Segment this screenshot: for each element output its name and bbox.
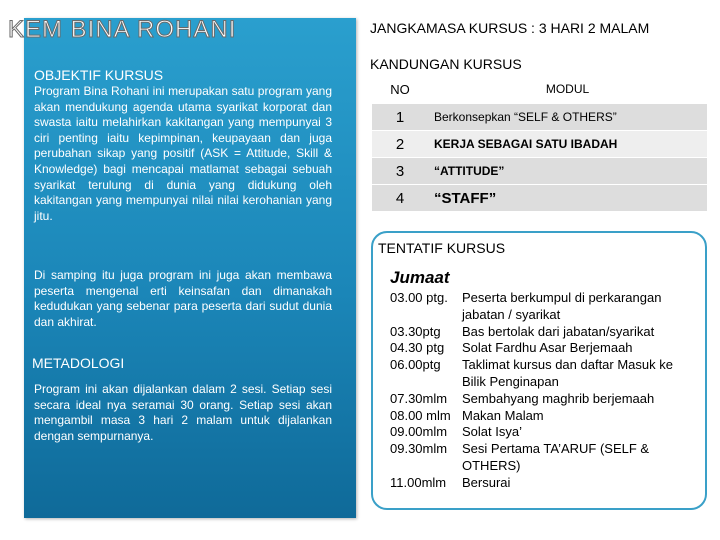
row-no: 2 xyxy=(372,131,428,158)
row-modul: “STAFF” xyxy=(428,185,707,212)
row-modul: Berkonsepkan “SELF & OTHERS” xyxy=(428,104,707,131)
row-no: 4 xyxy=(372,185,428,212)
schedule-activity: Bersurai xyxy=(462,474,511,490)
list-item xyxy=(390,391,700,408)
header-modul: MODUL xyxy=(428,76,707,104)
schedule-title: TENTATIF KURSUS xyxy=(378,240,506,256)
schedule-activity: Taklimat kursus dan daftar Masuk ke Bilik Penginapan xyxy=(462,357,673,389)
schedule-day: Jumaat xyxy=(390,268,450,287)
schedule-activity: Makan Malam xyxy=(462,407,544,423)
schedule-time: 11.00mlm xyxy=(390,474,447,490)
metodologi-paragraph: Program ini akan dijalankan dalam 2 sesi. Setiap sesi secara ideal nya seramai 30 orang. Setiap sesi akan mengambil masa 3 hari 2 malam untuk dijalankan dengan sempurnanya. xyxy=(34,382,332,443)
schedule-activity: Solat Isya’ xyxy=(462,424,522,440)
list-item xyxy=(390,424,700,441)
page-title: KEM BINA ROHANI xyxy=(8,16,237,43)
schedule-activity: Sembahyang maghrib berjemaah xyxy=(462,390,655,406)
objektif-paragraph-1-text: Program Bina Rohani ini merupakan satu program yang akan mendukung agenda utama syarikat korporat dan swasta iaitu melahirkan kakitangan yang mempunyai 3 ciri penting iaitu kepimpinan, keupayaan dan juga perubahan sikap yang positif (ASK = Attitude, Skill & Knowledge) bagi mencapai matlamat sebagai sebuah syarikat terulung di dunia yang didukung oleh kakitangan yang mempunyai nilai nilai kerohanian yang jitu. xyxy=(34,84,332,223)
schedule-time: 03.00 ptg. xyxy=(390,290,448,305)
objektif-paragraph-1 xyxy=(34,84,332,224)
modules-table xyxy=(372,76,707,212)
list-item xyxy=(390,357,700,391)
list-item xyxy=(390,290,700,324)
list-item xyxy=(390,324,700,341)
table-row xyxy=(372,104,707,131)
schedule-activity: Bas bertolak dari jabatan/syarikat xyxy=(462,323,655,339)
schedule-time: 08.00 mlm xyxy=(390,407,451,423)
row-modul: “ATTITUDE” xyxy=(428,158,707,185)
metodologi-heading: METADOLOGI xyxy=(32,355,125,371)
header-no: NO xyxy=(372,76,428,104)
row-no: 1 xyxy=(372,104,428,131)
schedule-time: 07.30mlm xyxy=(390,390,448,406)
objektif-heading: OBJEKTIF KURSUS xyxy=(34,67,164,83)
list-item xyxy=(390,408,700,425)
contents-title: KANDUNGAN KURSUS xyxy=(370,56,522,72)
list-item xyxy=(390,441,700,475)
list-item xyxy=(390,340,700,357)
table-row xyxy=(372,131,707,158)
table-row xyxy=(372,185,707,212)
row-modul: KERJA SEBAGAI SATU IBADAH xyxy=(428,131,707,158)
schedule-activity: Solat Fardhu Asar Berjemaah xyxy=(462,340,633,356)
schedule-time: 09.00mlm xyxy=(390,424,448,440)
schedule-activity: Sesi Pertama TA’ARUF (SELF & OTHERS) xyxy=(462,441,650,473)
schedule-time: 06.00ptg xyxy=(390,357,441,373)
table-row xyxy=(372,158,707,185)
schedule-activity: Peserta berkumpul di perkarangan jabatan / syarikat xyxy=(462,290,662,322)
objektif-paragraph-2: Di samping itu juga program ini juga akan membawa peserta mengenal erti keinsafan dan dimanakah kedudukan yang sebenar para peserta dari sudut dunia dan akhirat. xyxy=(34,268,332,329)
schedule-time: 03.30ptg xyxy=(390,323,441,339)
schedule-list xyxy=(390,290,700,492)
schedule-time: 09.30mlm xyxy=(390,441,448,457)
schedule-time: 04.30 ptg xyxy=(390,340,445,356)
table-header-row xyxy=(372,76,707,104)
row-no: 3 xyxy=(372,158,428,185)
duration-title: JANGKAMASA KURSUS : 3 HARI 2 MALAM xyxy=(370,20,650,36)
list-item xyxy=(390,475,700,492)
